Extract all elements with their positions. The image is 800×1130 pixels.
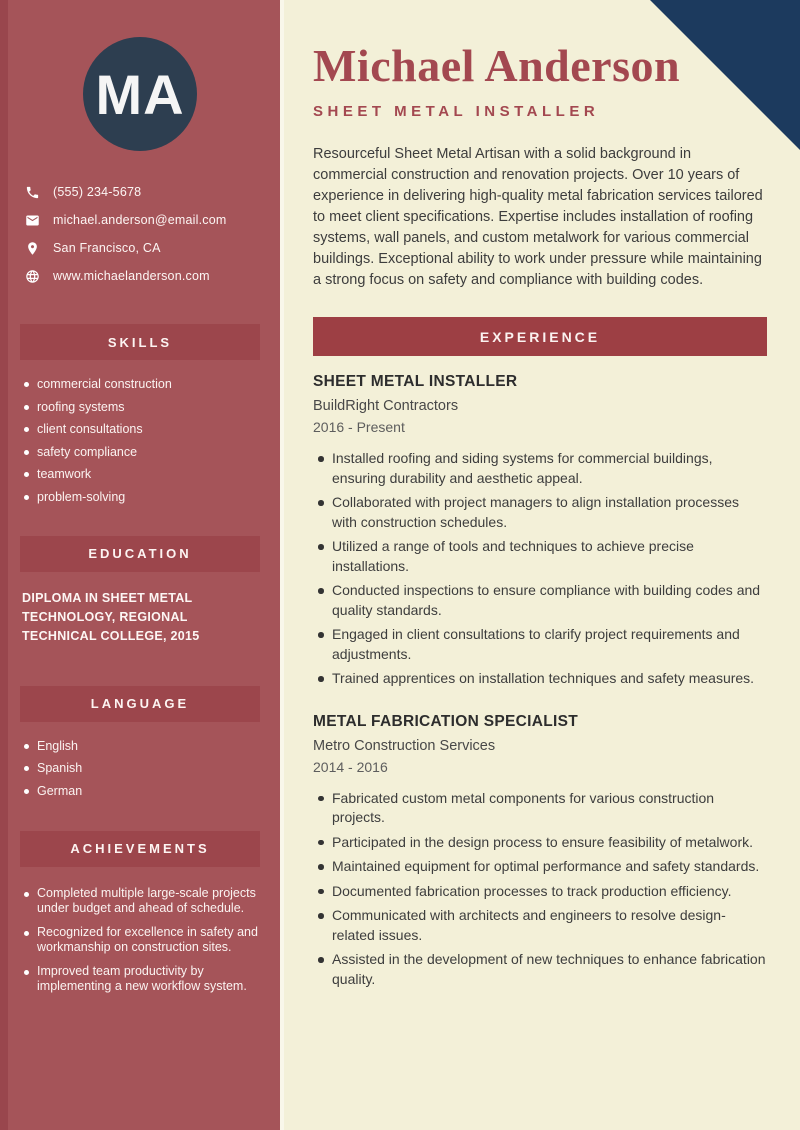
bullet-dot <box>318 913 324 919</box>
skill-item <box>20 377 260 391</box>
skill-item <box>20 422 260 436</box>
job-bullet-text: Conducted inspections to ensure compliance with building codes and quality standards. <box>332 582 761 618</box>
bullet-dot <box>318 588 324 594</box>
language-heading: LANGUAGE <box>20 686 260 722</box>
language-item <box>20 739 260 753</box>
avatar-initials: MA <box>95 62 185 126</box>
language-label: English <box>37 738 78 753</box>
contact-email: michael.anderson@email.com <box>53 213 227 227</box>
contact-phone: (555) 234-5678 <box>53 185 142 199</box>
bullet-dot <box>318 796 324 802</box>
globe-icon <box>25 269 40 284</box>
job-bullet <box>313 449 767 488</box>
job-bullet-text: Collaborated with project managers to align installation processes with construction schedules. <box>332 494 739 530</box>
skills-heading: SKILLS <box>20 324 260 360</box>
job-bullet-text: Participated in the design process to ensure feasibility of metalwork. <box>332 833 753 850</box>
bullet-dot <box>24 382 29 387</box>
avatar <box>83 37 197 151</box>
bullet-dot <box>318 500 324 506</box>
achievements-list <box>20 886 260 995</box>
skill-item <box>20 467 260 481</box>
language-label: German <box>37 783 83 798</box>
bullet-dot <box>24 450 29 455</box>
job-bullet <box>313 857 767 877</box>
education-text: DIPLOMA IN SHEET METAL TECHNOLOGY, REGIONAL TECHNICAL COLLEGE, 2015 <box>22 590 200 643</box>
skill-label: roofing systems <box>37 399 125 414</box>
bullet-dot <box>318 889 324 895</box>
job-bullet-text: Assisted in the development of new techniques to enhance fabrication quality. <box>332 951 766 987</box>
job-bullet-text: Maintained equipment for optimal performance and safety standards. <box>332 858 760 874</box>
job-bullet-text: Documented fabrication processes to track production efficiency. <box>332 882 732 899</box>
contact-item-phone <box>20 178 260 206</box>
job-title: METAL FABRICATION SPECIALIST <box>313 712 579 730</box>
job-bullets <box>313 789 767 990</box>
job-company: BuildRight Contractors <box>313 398 459 414</box>
page-title: Michael Anderson <box>313 40 681 91</box>
skill-label: commercial construction <box>37 377 172 391</box>
bullet-dot <box>318 632 324 638</box>
bullet-dot <box>24 931 29 936</box>
bullet-dot <box>318 544 324 550</box>
job-bullet <box>313 537 767 576</box>
bullet-dot <box>24 970 29 975</box>
bullet-dot <box>318 840 324 846</box>
bullet-dot <box>318 864 324 870</box>
language-label: Spanish <box>37 761 83 775</box>
skill-label: problem-solving <box>37 489 126 504</box>
bullet-dot <box>318 957 324 963</box>
job-bullet <box>313 493 767 532</box>
skill-item <box>20 400 260 414</box>
job-dates: 2016 - Present <box>313 419 405 435</box>
language-item <box>20 784 260 798</box>
contact-item-location <box>20 234 260 262</box>
phone-icon <box>25 185 40 200</box>
bullet-dot <box>318 676 324 682</box>
job-bullet <box>313 789 767 828</box>
skill-label: teamwork <box>37 467 92 481</box>
contact-item-email <box>20 206 260 234</box>
location-icon <box>25 241 40 256</box>
bullet-dot <box>24 495 29 500</box>
job-bullet <box>313 906 767 945</box>
language-list <box>20 739 260 798</box>
job-company: Metro Construction Services <box>313 737 496 754</box>
job-bullet <box>313 625 767 664</box>
job-bullet-text: Trained apprentices on installation techniques and safety measures. <box>332 670 755 686</box>
job-bullet-text: Installed roofing and siding systems for commercial buildings, ensuring durability and aesthetic appeal. <box>332 450 713 486</box>
experience-banner: EXPERIENCE <box>313 317 767 356</box>
job-bullet-text: Communicated with architects and engineers to resolve design-related issues. <box>332 907 726 943</box>
job-bullet <box>313 833 767 853</box>
skill-item <box>20 490 260 504</box>
bullet-dot <box>24 766 29 771</box>
skill-item <box>20 445 260 459</box>
job-bullet <box>313 882 767 902</box>
bullet-dot <box>24 427 29 432</box>
main-content <box>284 0 800 1130</box>
job-bullet-text: Engaged in client consultations to clarify project requirements and adjustments. <box>332 626 740 662</box>
skill-label: safety compliance <box>37 444 138 459</box>
job-bullets <box>313 449 767 689</box>
bullet-dot <box>318 456 324 462</box>
achievement-item <box>20 925 260 956</box>
contact-location: San Francisco, CA <box>53 241 161 255</box>
skills-list <box>20 377 260 504</box>
education-heading: EDUCATION <box>20 536 260 572</box>
bullet-dot <box>24 789 29 794</box>
bullet-dot <box>24 472 29 477</box>
job-dates: 2014 - 2016 <box>313 758 388 775</box>
skill-label: client consultations <box>37 422 143 436</box>
job-bullet <box>313 950 767 989</box>
summary-text: Resourceful Sheet Metal Artisan with a solid background in commercial construction and renovation projects. Over 10 years of experience in delivering high-quality metal fabrication services tailored to meet client specifications. Expertise includes installation of roofing systems, wall panels, and custom metalwork for various commercial buildings. Exceptional ability to work under pressure while maintaining a strong focus on safety and compliance with building codes. <box>313 146 763 288</box>
achievement-item <box>20 886 260 917</box>
achievements-heading: ACHIEVEMENTS <box>20 831 260 867</box>
job-bullet <box>313 669 767 689</box>
job-title: SHEET METAL INSTALLER <box>313 373 518 390</box>
contact-website: www.michaelanderson.com <box>53 269 210 283</box>
bullet-dot <box>24 892 29 897</box>
job-entry <box>313 373 767 689</box>
contact-list <box>20 178 260 290</box>
job-subtitle: SHEET METAL INSTALLER <box>313 103 600 120</box>
bullet-dot <box>24 744 29 749</box>
language-item <box>20 761 260 775</box>
job-bullet-text: Utilized a range of tools and techniques to achieve precise installations. <box>332 538 694 574</box>
achievement-label: Completed multiple large-scale projects under budget and ahead of schedule. <box>37 885 256 915</box>
job-bullet-text: Fabricated custom metal components for various construction projects. <box>332 789 715 825</box>
sidebar <box>0 0 280 1130</box>
job-bullet <box>313 581 767 620</box>
bullet-dot <box>24 405 29 410</box>
achievement-label: Recognized for excellence in safety and workmanship on construction sites. <box>37 924 258 954</box>
achievement-label: Improved team productivity by implementing a new workflow system. <box>37 963 247 993</box>
job-entry <box>313 713 767 990</box>
achievement-item <box>20 964 260 995</box>
email-icon <box>25 213 40 228</box>
contact-item-website <box>20 262 260 290</box>
